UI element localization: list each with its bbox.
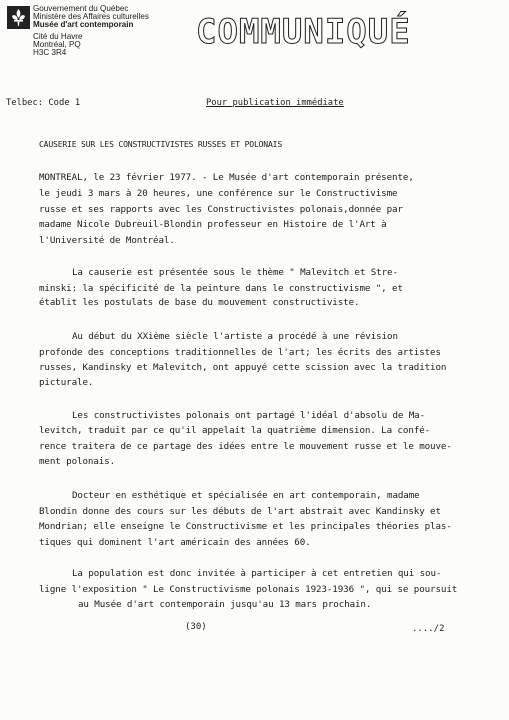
- body-line: levitch, traduit par ce qu'il appelait la quatrième dimension. La confé-: [39, 425, 431, 436]
- body-line: le jeudi 3 mars à 20 heures, une conférence sur le Constructivisme: [39, 188, 398, 199]
- telbec-code: Telbec: Code 1: [6, 98, 81, 108]
- org-line-ministry: Ministère des Affaires culturelles: [33, 12, 149, 21]
- body-line: MONTREAL, le 23 février 1977. - Le Musée d'art contemporain présente,: [39, 172, 414, 183]
- body-line: au Musée d'art contemporain jusqu'au 13 mars prochain.: [78, 599, 372, 610]
- body-line: ment polonais.: [39, 456, 116, 467]
- body-line: Docteur en esthétique et spécialisée en art contemporain, madame: [72, 490, 420, 501]
- body-line: Mondrian; elle enseigne le Constructivisme et les principales théories plas-: [39, 521, 452, 532]
- subject-heading: CAUSERIE SUR LES CONSTRUCTIVISTES RUSSES ET POLONAIS: [39, 139, 282, 149]
- body-line: La causerie est présentée sous le thème " Malevitch et Stre-: [72, 267, 398, 278]
- address-line-2: Montréal, PQ: [33, 40, 81, 49]
- continued-marker: ..../2: [412, 624, 445, 634]
- body-line: profonde des conceptions traditionnelles de l'art; les écrits des artistes: [39, 347, 441, 358]
- body-line: l'Université de Montréal.: [39, 235, 175, 246]
- address-line-1: Cité du Havre: [33, 32, 83, 41]
- organization-block: [33, 5, 149, 29]
- org-line-museum: Musée d'art contemporain: [33, 20, 134, 29]
- body-line: Blondin donne des cours sur les débuts de l'art abstrait avec Kandinsky et: [39, 506, 441, 517]
- body-line: russe et ses rapports avec les Constructivistes polonais,donnée par: [39, 204, 403, 215]
- body-line: établit les postulats de base du mouvement constructiviste.: [39, 297, 360, 308]
- body-line: madame Nicole Dubreuil-Blondin professeur en Histoire de l'Art à: [39, 219, 387, 230]
- publication-notice: Pour publication immédiate: [206, 98, 344, 108]
- body-line: minski: la spécificité de la peinture dans le constructivisme ", et: [39, 283, 403, 294]
- body-line: russes, Kandinsky et Malevitch, ont appuyé cette scission avec la tradition: [39, 362, 447, 373]
- body-line: La population est donc invitée à participer à cet entretien qui sou-: [72, 568, 442, 579]
- body-line: ligne l'exposition " Le Constructivisme polonais 1923-1936 ", qui se poursuit: [39, 584, 458, 595]
- communique-title: COMMUNIQUÉ: [196, 12, 411, 52]
- body-line: Au début du XXième siècle l'artiste a procédé à une révision: [72, 331, 398, 342]
- body-line: tiques qui dominent l'art américain des années 60.: [39, 537, 311, 548]
- org-line-government: Gouvernement du Québec: [33, 4, 129, 13]
- address-block: [33, 33, 82, 57]
- quebec-fleur-de-lis-emblem: [7, 6, 30, 29]
- body-line: Les constructivistes polonais ont partagé l'idéal d'absolu de Ma-: [72, 410, 426, 421]
- body-line: picturale.: [39, 377, 94, 388]
- fleur-de-lis-icon: [7, 6, 30, 29]
- address-line-3: H3C 3R4: [33, 48, 67, 57]
- page-number: (30): [185, 622, 207, 632]
- body-line: rence traitera de ce partage des idées entre le mouvement russe et le mouve-: [39, 441, 452, 452]
